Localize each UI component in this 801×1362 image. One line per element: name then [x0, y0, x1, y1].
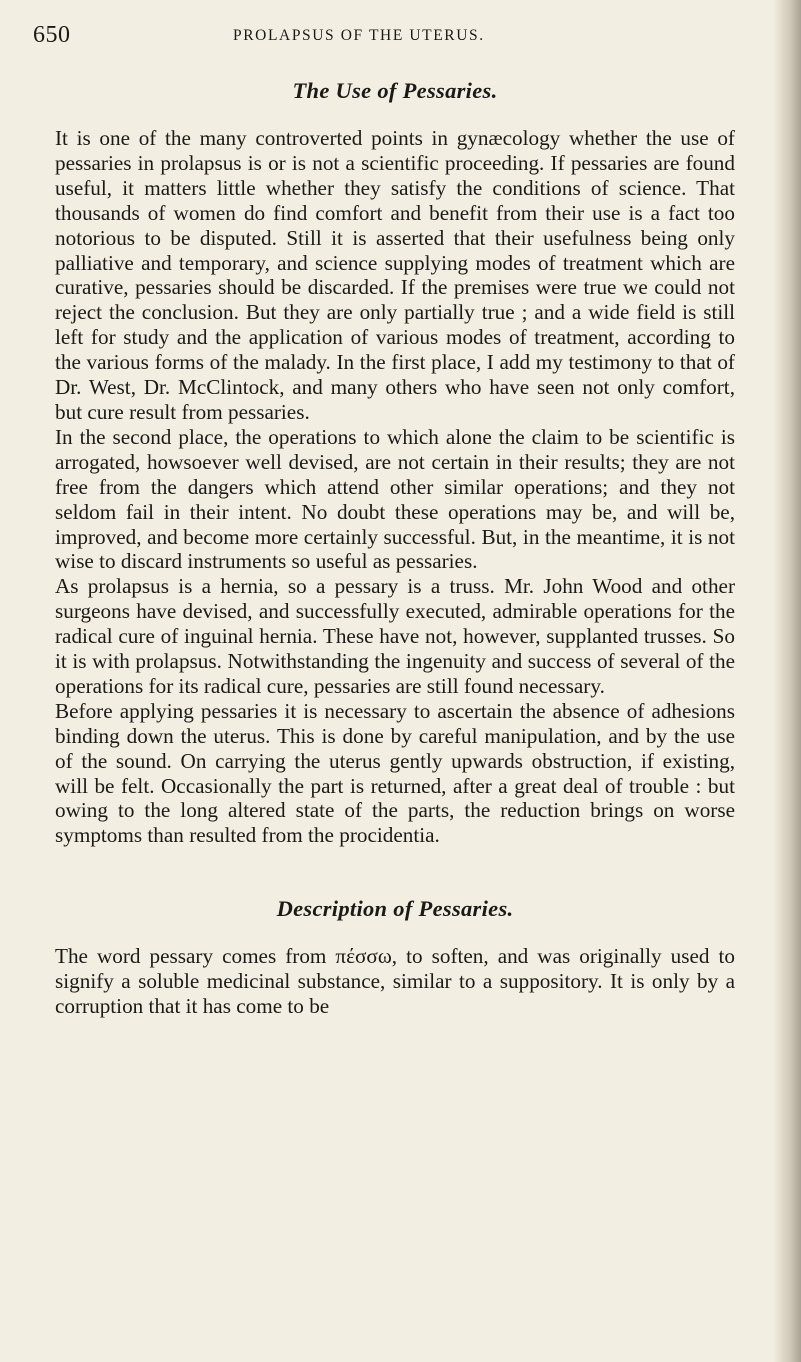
section-heading-use-of-pessaries: The Use of Pessaries. [292, 78, 498, 103]
running-header [33, 22, 723, 58]
paragraph: In the second place, the operations to which alone the claim to be scientific is arrogated, howsoever well devised, are not certain in their results; they are not free from the dangers which attend other similar operations; and they not seldom fail in their intent. No doubt these operations may be, and will be, improved, and become more certainly successful. But, in the meantime, it is not wise to discard instruments so useful as pessaries. [55, 424, 735, 574]
paragraph: As prolapsus is a hernia, so a pessary is a truss. Mr. John Wood and other surgeons have devised, and successfully executed, admirable operations for the radical cure of inguinal hernia. These have not, however, supplanted trusses. So it is with prolapsus. Notwithstanding the ingenuity and success of several of the operations for its radical cure, pessaries are still found necessary. [55, 574, 735, 698]
page-number: 650 [33, 22, 71, 48]
page-edge-shadow [773, 0, 801, 1362]
running-title: PROLAPSUS OF THE UTERUS. [233, 27, 485, 44]
paragraph: The word pessary comes from πέσσω, to soften, and was originally used to signify a soluble medicinal substance, similar to a suppository. It is only by a corruption that it has come to be [55, 944, 735, 1019]
paragraph: It is one of the many controverted points in gynæcology whether the use of pessaries in prolapsus is or is not a scientific proceeding. If pessaries are found useful, it matters little whether they satisfy the conditions of science. That thousands of women do find comfort and benefit from their use is a fact too notorious to be disputed. Still it is asserted that their usefulness being only palliative and temporary, and science supplying modes of treatment which are curative, pessaries should be discarded. If the premises were true we could not reject the conclusion. But they are only partially true ; and a wide field is still left for study and the application of various modes of treatment, according to the various forms of the malady. In the first place, I add my testimony to that of Dr. West, Dr. McClintock, and many others who have seen not only comfort, but cure result from pessaries. [55, 126, 735, 424]
paragraph: Before applying pessaries it is necessary to ascertain the absence of adhesions binding down the uterus. This is done by careful manipulation, and by the use of the sound. On carrying the uterus gently upwards obstruction, if existing, will be felt. Occasionally the part is returned, after a great deal of trouble : but owing to the long altered state of the parts, the reduction brings on worse symptoms than resulted from the procidentia. [55, 698, 735, 848]
page-body [55, 78, 735, 1019]
section-heading-description-of-pessaries: Description of Pessaries. [276, 896, 514, 922]
